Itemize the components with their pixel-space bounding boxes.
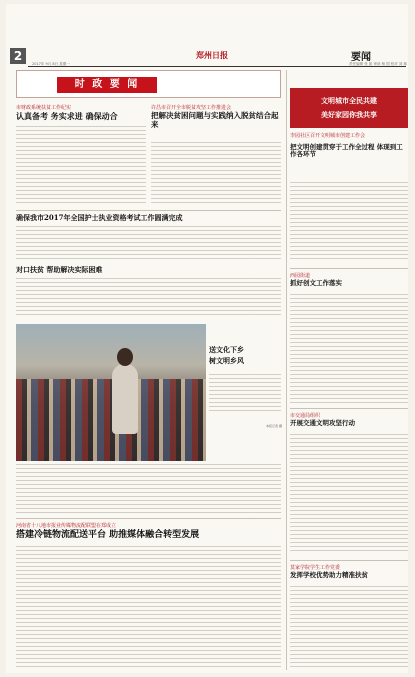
- article-body: [16, 546, 281, 668]
- photo-side-headline-1: 送文化下乡: [209, 345, 244, 354]
- column-title: 时 政 要 闻: [57, 77, 157, 93]
- column-separator: [286, 70, 287, 670]
- article-headline: 把解决贫困问题与实践纳入脱贫结合起来: [151, 111, 279, 129]
- article-headline: 抓好创文工作落实: [290, 279, 342, 287]
- divider: [16, 518, 281, 519]
- banner-line-1: 文明城市全民共建: [321, 97, 377, 105]
- editor-line: 责任编辑 张 凯 审读 杨 国 校对 刘 林: [349, 62, 407, 66]
- feature-photo: [16, 324, 206, 461]
- article-headline: 发挥学校优势助力精准扶贫: [290, 571, 368, 579]
- article-body: [290, 182, 408, 262]
- photo-side-headline: [209, 344, 244, 366]
- article-kicker: 市交通局组织: [290, 413, 321, 419]
- article-body: [290, 586, 408, 668]
- article-body: [290, 434, 408, 554]
- civilization-banner: [290, 88, 408, 128]
- divider: [290, 560, 408, 561]
- article-headline: 搭建冷链物流配送平台 助推媒体融合转型发展: [16, 530, 200, 540]
- photo-caption: 本报记者 摄: [266, 424, 282, 428]
- banner-line-2: 美好家园你我共享: [321, 111, 377, 119]
- date-line: 2017年 9月 8日 星期一: [32, 62, 70, 66]
- article-kicker: 莫家学院学生工作党委: [290, 565, 341, 571]
- article-body: [209, 374, 281, 414]
- article-body: [151, 142, 281, 206]
- article-headline: 认真备考 务实求进 确保动合: [16, 111, 118, 121]
- photo-crowd: [16, 379, 206, 461]
- newspaper-logo: 郑州日报: [196, 50, 228, 60]
- article-headline: 把文明创建贯穿于工作全过程 体现到工作各环节: [290, 143, 403, 159]
- article-kicker: 市财政系统扶贫工作纪实: [16, 105, 72, 111]
- article-kicker: 西园街道: [290, 273, 311, 279]
- column-banner: [16, 70, 281, 98]
- section-name: 要闻: [351, 52, 371, 63]
- divider: [16, 210, 281, 211]
- article-body: [16, 464, 281, 514]
- divider: [290, 268, 408, 269]
- article-headline: 开展交通文明攻坚行动: [290, 419, 355, 427]
- photo-singer: [112, 364, 138, 434]
- article-headline: 确保我市2017年全国护士执业资格考试工作圆满完成: [16, 213, 183, 222]
- photo-singer-head: [117, 348, 133, 366]
- article-kicker: 许昌市召开全市脱贫攻坚工作推进会: [151, 105, 232, 111]
- article-body: [16, 226, 281, 262]
- article-body: [16, 126, 146, 206]
- article-kicker: 河南省十八地市报业传媒物流配联盟在郑成立: [16, 523, 117, 529]
- photo-side-headline-2: 树文明乡风: [209, 356, 244, 366]
- newspaper-page: [6, 4, 408, 673]
- article-body: [290, 294, 408, 404]
- article-body: [16, 278, 281, 318]
- divider: [290, 408, 408, 409]
- article-headline: 对口扶贫 帮助解决实际困难: [16, 265, 103, 274]
- article-kicker: 李园社区召开文明城市创建工作会: [290, 133, 366, 139]
- page-number: 2: [10, 48, 26, 64]
- masthead-rule: [28, 66, 406, 67]
